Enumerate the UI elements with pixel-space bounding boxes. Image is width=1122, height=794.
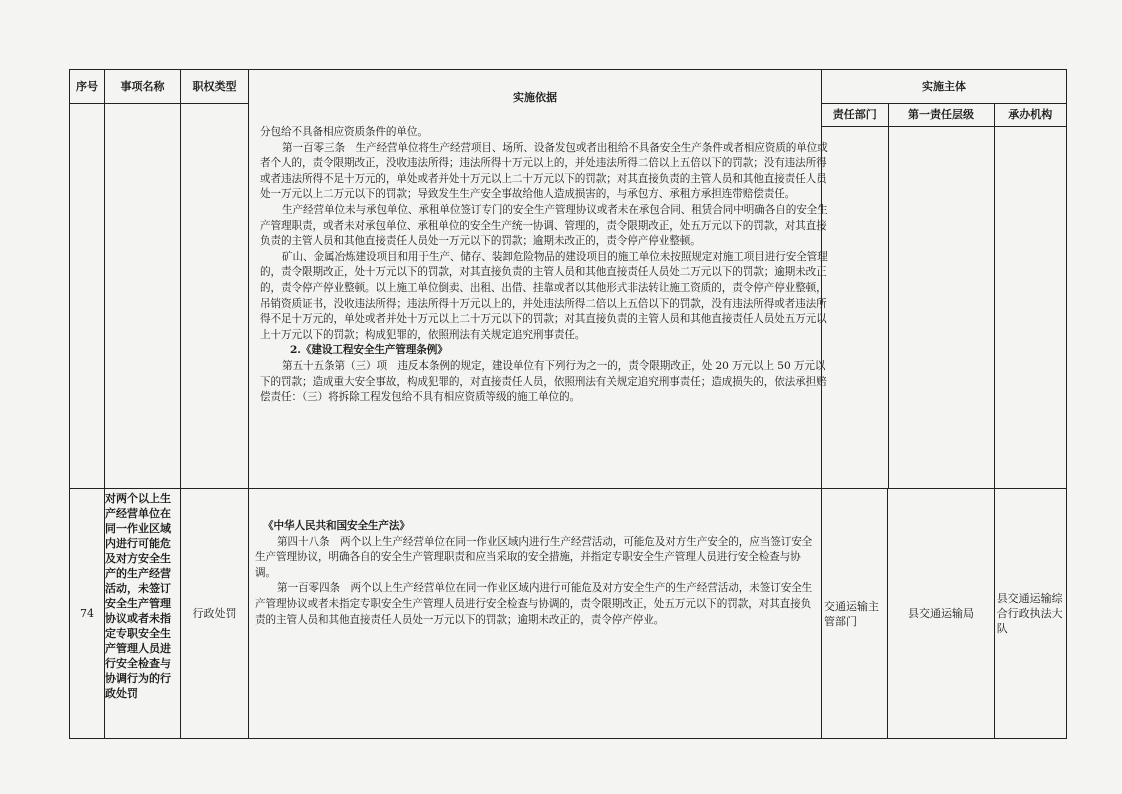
basis-paragraph: 分包给不具备相应资质条件的单位。 [260,126,428,138]
basis-paragraph: 矿山、金属冶炼建设项目和用于生产、储存、装卸危险物品的建设项目的施工单位未按照规定对施工项目进行安全管理的，责令限期改正，处十万元以下的罚款，对其直接负责的主管人员和其他直接责任人员处二万元以下的罚款；逾期未改正的，责令停产停业整顿。以上施工单位倒卖、出租、出借、挂靠或者以其他形式非法转让施工资质的，责令停产停业整顿，吊销资质证书，没收违法所得；违法所得十万元以上的，并处违法所得二倍以上五倍以下的罚款，没有违法所得或者违法所得不足十万元的，单处或者并处十万元以上二十万元以下的罚款；对其直接负责的主管人员和其他直接责任人员处五万元以上十万元以下的罚款；构成犯罪的，依照刑法有关规定追究刑事责任。 [260,250,828,341]
basis-paragraph: 第一百零三条 生产经营单位将生产经营项目、场所、设备发包或者出租给不具备安全生产条件或者相应资质的单位或者个人的，责令限期改正，没收违法所得；违法所得十万元以上的，并处违法所得二倍以上五倍以下的罚款；没有违法所得或者违法所得不足十万元的，单处或者并处十万元以上二十万元以下的罚款；对其直接负责的主管人员和其他直接责任人员处一万元以上二万元以下的罚款；导致发生生产安全事故给他人造成损害的，与承包方、承租方承担连带赔偿责任。 [260,141,828,201]
basis-paragraph: 第四十八条 两个以上生产经营单位在同一作业区域内进行生产经营活动，可能危及对方生产安全的，应当签订安全生产管理协议，明确各自的安全生产管理职责和应当采取的安全措施，并指定专职安全生产管理人员进行安全检查与协调。 [255,535,813,579]
seq-cell-continued [70,104,105,489]
header-agency: 承办机构 [994,104,1066,126]
power-type-cell: 行政处罚 [181,489,249,739]
dept-cell: 交通运输主管部门 [822,489,888,739]
basis-paragraph: 第五十五条第（三）项 违反本条例的规定，建设单位有下列行为之一的，责令限期改正，处 20 万元以上 50 万元以下的罚款；造成重大安全事故，构成犯罪的，对直接责任人员，依照刑法有关规定追究刑事责任；造成损失的，依法承担赔偿责任：（三）将拆除工程发包给不具有相应资质等级的施工单位的。 [260,359,827,404]
seq-cell: 74 [70,489,105,739]
header-power-type: 职权类型 [181,70,249,104]
table-row-74 [70,489,1067,739]
header-subject: 实施主体 [822,70,1067,104]
law-title: 《中华人民共和国安全生产法》 [263,520,410,532]
header-basis-label: 实施依据 [513,91,557,104]
basis-cell-continued [254,122,834,406]
basis-cell [249,489,822,739]
subject-cells-continued [822,104,1067,489]
agency-cell: 县交通运输综合行政执法大队 [994,489,1066,739]
basis-paragraph: 生产经营单位未与承包单位、承租单位签订专门的安全生产管理协议或者未在承包合同、租赁合同中明确各自的安全生产管理职责，或者未对承包单位、承租单位的安全生产统一协调、管理的，责令限期改正，处五万元以下的罚款，对其直接负责的主管人员和其他直接责任人员处一万元以下的罚款；逾期未改正的，责令停产停业整顿。 [260,203,828,248]
header-dept: 责任部门 [822,104,888,126]
power-type-cell-continued [181,104,249,489]
header-seq: 序号 [70,70,105,104]
header-item-name: 事项名称 [105,70,181,104]
header-first-level: 第一责任层级 [888,104,994,126]
first-level-cell: 县交通运输局 [888,489,994,739]
first-level-cell-continued [888,126,994,488]
regulation-title: 2.《建设工程安全生产管理条例》 [290,344,448,357]
item-name-cell-continued [105,104,181,489]
item-name-cell: 对两个以上生产经营单位在同一作业区域内进行可能危及对方安全生产的生产经营活动，未签订安全生产管理协议或者未指定专职安全生产管理人员进行安全检查与协调行为的行政处罚 [105,489,181,739]
agency-cell-continued [994,126,1066,488]
basis-paragraph: 第一百零四条 两个以上生产经营单位在同一作业区域内进行可能危及对方安全生产的生产经营活动，未签订安全生产管理协议或者未指定专职安全生产管理人员进行安全检查与协调的，责令限期改正，处五万元以下的罚款，对其直接负责的主管人员和其他直接责任人员处一万元以下的罚款；逾期未改正的，责令停产停业。 [255,582,813,626]
header-row-1 [70,70,1067,104]
subject-subtable [822,104,1066,488]
